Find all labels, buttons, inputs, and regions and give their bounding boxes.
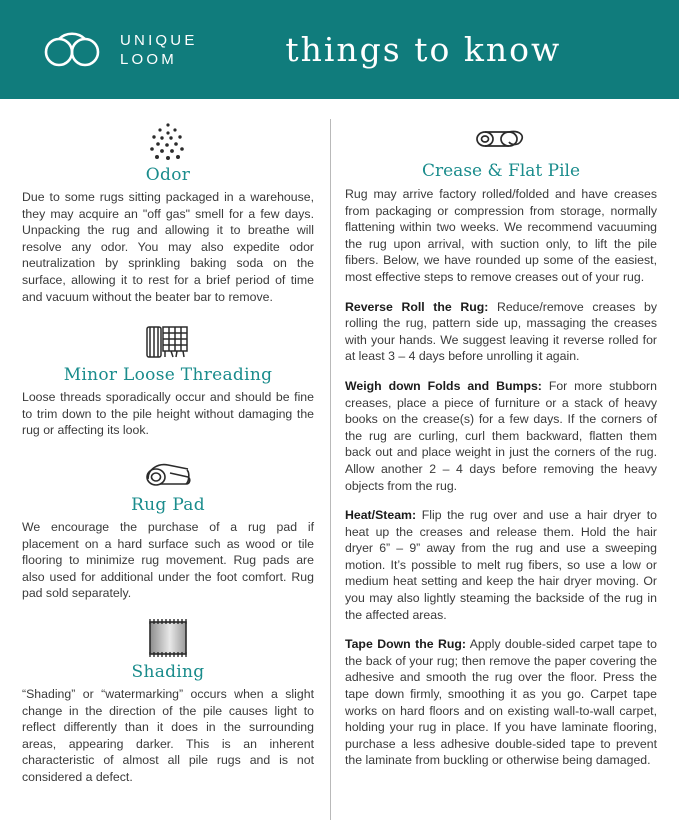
tip-text-heat-steam: Flip the rug over and use a hair dryer to heat up the creases and release them. Hold the hair dryer 6” – 9” away from the rug and use a sweeping motion. It’s possible to melt rug fibers, so use a low or medium heat setting and keep the hair dryer moving. Or you may also lightly steaming the backside of the rug in the affected areas. [345,508,657,622]
rolled-rug-pad-icon [22,453,314,493]
section-odor [22,121,314,305]
section-minor-loose-threading [22,319,314,439]
brand-wordmark [120,31,198,69]
tip-weigh-down [345,378,657,494]
tip-tape-down [345,636,657,769]
brand-line-2: LOOM [120,50,177,68]
section-text-shading: “Shading” or “watermarking” occurs when a slight change in the direction of the pile causes light to reflect differently than it does in the surrounding areas, appearing darker. This is an inherent characteristic of almost all pile rugs and is not considered a defect. [22,686,314,784]
content-area [0,99,679,824]
tip-heat-steam [345,507,657,623]
left-column [18,117,324,824]
right-column [345,117,661,824]
tip-label-weigh-down: Weigh down Folds and Bumps: [345,378,542,393]
brand-line-1: UNIQUE [120,31,198,49]
section-title-rug-pad: Rug Pad [131,494,205,515]
rolled-rug-crease-icon [345,121,657,159]
section-text-odor: Due to some rugs sitting packaged in a warehouse, they may acquire an "off gas" smell for a few days. Unpacking the rug and allowing it to breathe will resolve any odor. You may also expedite odor neutralization by sprinkling baking soda on the surface, allowing it to rest for a brief period of time and vacuum without the beater bar to remove. [22,190,314,304]
crease-intro-text: Rug may arrive factory rolled/folded and have creases from packaging or compression from storage, normally flattening within two weeks. We recommend vacuuming the rug upon arrival, with suction only, to lift the pile fibers. Below, we have rounded up some of the easiest, most effective steps to remove creases out of your rug. [345,187,657,284]
tip-label-tape-down: Tape Down the Rug: [345,637,466,652]
section-text-minor-loose-threading: Loose threads sporadically occur and should be fine to trim down to the pile height without damaging the rug or affecting its look. [22,390,314,438]
section-title-crease-flat-pile: Crease & Flat Pile [421,161,581,181]
unique-loom-monogram-icon [40,30,106,70]
section-title-minor-loose-threading: Minor Loose Threading [63,365,273,386]
loose-threading-rug-icon [22,319,314,363]
tip-reverse-roll [345,299,657,365]
section-title-odor: Odor [145,165,191,185]
column-divider [330,119,331,820]
section-shading [22,616,314,786]
page-title: things to know [285,30,562,69]
section-text-rug-pad: We encourage the purchase of a rug pad if placement on a hard surface such as wood or tile flooring to minimize rug movement. Rug pads are also used for additional under the foot comfort. Rug pad sold separately. [22,519,314,601]
shaded-rug-icon [22,616,314,660]
brand-logo [40,30,198,70]
tip-text-tape-down: Apply double-sided carpet tape to the back of your rug; then remove the paper covering the adhesive and smooth the rug over the floor. Press the tape down firmly, smoothing it as you go. Carpet tape works on hard floors and on existing wall-to-wall carpet, holding your rug in place. If you have laminate flooring, purchase a less adhesive double-sided tape to prevent the laminate from buckling or otherwise being damaged. [345,637,657,768]
tip-label-reverse-roll: Reverse Roll the Rug: [345,299,489,314]
odor-dots-icon [22,121,314,163]
tip-label-heat-steam: Heat/Steam: [345,508,417,523]
page-header [0,0,679,99]
section-rug-pad [22,453,314,602]
tip-text-reverse-roll: Reduce/remove creases by rolling the rug, pattern side up, massaging the creases with your hands. We suggest leaving it reverse rolled for at least 3 – 4 days before unrolling it again. [345,299,657,364]
tip-text-weigh-down: For more stubborn creases, place a piece of furniture or a stack of heavy books on the crease(s) for a few days. If the corners of the rug are curling, curl them backward, flatten them back out and place weight in just the corners of the rug. Allow another 2 – 4 days before removing the heavy objects from the rug. [345,378,657,493]
section-title-shading: Shading [131,661,205,682]
